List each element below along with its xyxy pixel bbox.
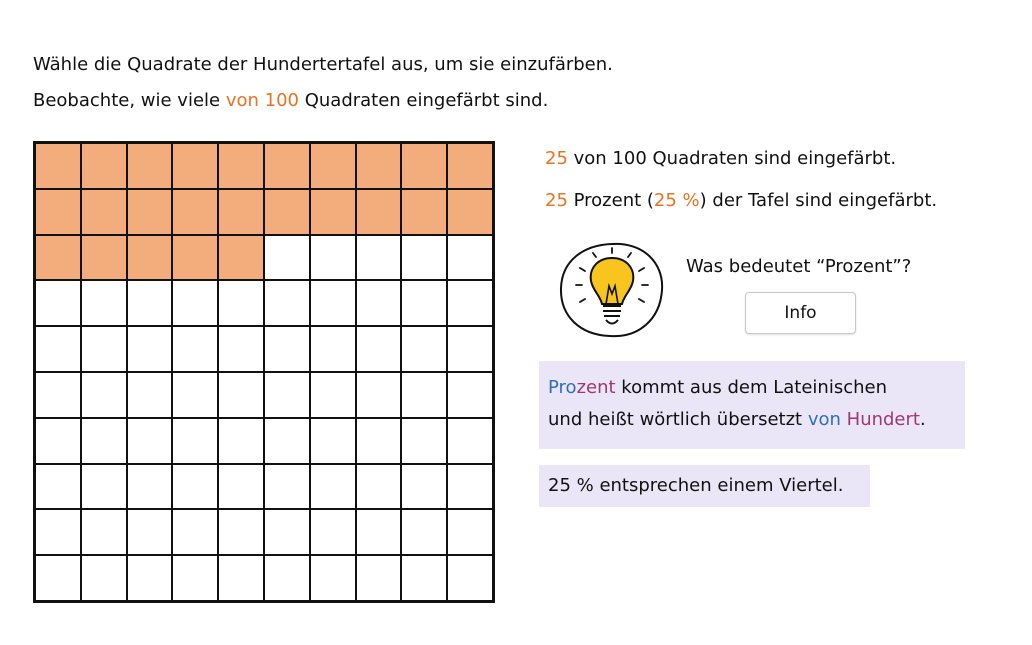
grid-cell[interactable]	[35, 509, 81, 555]
grid-cell[interactable]	[35, 372, 81, 418]
grid-cell[interactable]	[218, 189, 264, 235]
grid-cell[interactable]	[264, 372, 310, 418]
explanation-line-2	[548, 404, 956, 436]
grid-cell[interactable]	[35, 189, 81, 235]
grid-cell[interactable]	[35, 464, 81, 510]
info-button[interactable]: Info	[745, 292, 856, 334]
grid-cell[interactable]	[218, 143, 264, 189]
grid-cell[interactable]	[81, 235, 127, 281]
grid-cell[interactable]	[35, 555, 81, 601]
grid-cell[interactable]	[172, 143, 218, 189]
grid-cell[interactable]	[401, 235, 447, 281]
grid-cell[interactable]	[127, 372, 173, 418]
grid-cell[interactable]	[172, 418, 218, 464]
grid-cell[interactable]	[447, 189, 493, 235]
percent-text-b: ) der Tafel sind eingefärbt.	[699, 190, 938, 211]
grid-cell[interactable]	[447, 143, 493, 189]
grid-cell[interactable]	[127, 555, 173, 601]
grid-cell[interactable]	[264, 555, 310, 601]
instruction-text-end: Quadraten eingefärbt sind.	[298, 90, 549, 111]
grid-cell[interactable]	[172, 464, 218, 510]
quarter-text: 25 % entsprechen einem Viertel.	[548, 475, 844, 496]
instruction-line-2	[33, 90, 548, 111]
percent-text-a: Prozent (	[567, 190, 654, 211]
grid-cell[interactable]	[310, 189, 356, 235]
grid-cell[interactable]	[127, 280, 173, 326]
grid-cell[interactable]	[356, 235, 402, 281]
grid-cell[interactable]	[310, 235, 356, 281]
grid-cell[interactable]	[218, 464, 264, 510]
grid-cell[interactable]	[356, 509, 402, 555]
grid-cell[interactable]	[401, 189, 447, 235]
count-status	[545, 148, 896, 169]
grid-cell[interactable]	[127, 189, 173, 235]
grid-cell[interactable]	[81, 372, 127, 418]
grid-cell[interactable]	[81, 280, 127, 326]
grid-cell[interactable]	[447, 418, 493, 464]
explanation-text: kommt aus dem Lateinischen	[615, 377, 887, 398]
grid-cell[interactable]	[447, 464, 493, 510]
grid-cell[interactable]	[172, 326, 218, 372]
grid-cell[interactable]	[264, 418, 310, 464]
grid-cell[interactable]	[218, 280, 264, 326]
grid-cell[interactable]	[81, 418, 127, 464]
grid-cell[interactable]	[356, 464, 402, 510]
grid-cell[interactable]	[310, 372, 356, 418]
grid-cell[interactable]	[172, 189, 218, 235]
count-status-text: von 100 Quadraten sind eingefärbt.	[567, 148, 897, 169]
percent-count: 25	[545, 190, 568, 211]
grid-cell[interactable]	[35, 143, 81, 189]
grid-cell[interactable]	[127, 464, 173, 510]
grid-cell[interactable]	[172, 280, 218, 326]
percent-value: 25 %	[653, 190, 700, 211]
grid-cell[interactable]	[35, 280, 81, 326]
grid-cell[interactable]	[127, 235, 173, 281]
word-pro: Pro	[548, 377, 577, 398]
grid-cell[interactable]	[401, 280, 447, 326]
grid-cell[interactable]	[218, 235, 264, 281]
hundred-grid	[33, 141, 495, 603]
grid-cell[interactable]	[310, 280, 356, 326]
grid-cell[interactable]	[310, 418, 356, 464]
grid-cell[interactable]	[447, 280, 493, 326]
explanation-line-1	[548, 372, 956, 404]
grid-cell[interactable]	[401, 143, 447, 189]
grid-cell[interactable]	[81, 464, 127, 510]
grid-cell[interactable]	[81, 555, 127, 601]
grid-cell[interactable]	[264, 189, 310, 235]
grid-cell[interactable]	[447, 235, 493, 281]
grid-cell[interactable]	[356, 555, 402, 601]
grid-cell[interactable]	[356, 372, 402, 418]
grid-cell[interactable]	[264, 235, 310, 281]
grid-cell[interactable]	[401, 418, 447, 464]
grid-cell[interactable]	[264, 280, 310, 326]
grid-cell[interactable]	[81, 143, 127, 189]
grid-cell[interactable]	[264, 326, 310, 372]
grid-cell[interactable]	[356, 189, 402, 235]
grid-cell[interactable]	[310, 326, 356, 372]
grid-cell[interactable]	[356, 143, 402, 189]
grid-cell[interactable]	[356, 418, 402, 464]
grid-cell[interactable]	[35, 326, 81, 372]
word-von: von	[807, 409, 841, 430]
grid-cell[interactable]	[218, 372, 264, 418]
grid-cell[interactable]	[356, 326, 402, 372]
grid-cell[interactable]	[356, 280, 402, 326]
grid-cell[interactable]	[447, 326, 493, 372]
grid-cell[interactable]	[127, 418, 173, 464]
grid-cell[interactable]	[172, 372, 218, 418]
grid-cell[interactable]	[172, 235, 218, 281]
grid-cell[interactable]	[447, 509, 493, 555]
word-zent: zent	[576, 377, 616, 398]
grid-cell[interactable]	[447, 555, 493, 601]
grid-cell[interactable]	[401, 372, 447, 418]
grid-cell[interactable]	[127, 509, 173, 555]
grid-cell[interactable]	[35, 418, 81, 464]
grid-cell[interactable]	[127, 326, 173, 372]
grid-cell[interactable]	[401, 464, 447, 510]
lightbulb-icon	[556, 240, 668, 340]
grid-cell[interactable]	[172, 509, 218, 555]
grid-cell[interactable]	[81, 189, 127, 235]
grid-cell[interactable]	[310, 143, 356, 189]
grid-cell[interactable]	[81, 326, 127, 372]
grid-cell[interactable]	[310, 509, 356, 555]
instruction-line-1: Wähle die Quadrate der Hundertertafel aus, um sie einzufärben.	[33, 54, 613, 75]
instruction-highlight: von 100	[225, 90, 299, 111]
percent-status	[545, 190, 937, 211]
explanation-period: .	[919, 409, 926, 430]
explanation-box	[539, 361, 965, 449]
grid-cell[interactable]	[264, 509, 310, 555]
instruction-text: Beobachte, wie viele	[33, 90, 226, 111]
grid-cell[interactable]	[310, 555, 356, 601]
grid-cell[interactable]	[81, 509, 127, 555]
grid-cell[interactable]	[401, 509, 447, 555]
explanation-text-2: und heißt wörtlich übersetzt	[548, 409, 808, 430]
filled-count: 25	[545, 148, 568, 169]
grid-cell[interactable]	[35, 235, 81, 281]
grid-cell[interactable]	[310, 464, 356, 510]
grid-cell[interactable]	[218, 509, 264, 555]
word-hundert: Hundert	[846, 409, 920, 430]
grid-cell[interactable]	[401, 555, 447, 601]
grid-cell[interactable]	[127, 143, 173, 189]
grid-cell[interactable]	[218, 555, 264, 601]
grid-cell[interactable]	[218, 418, 264, 464]
grid-cell[interactable]	[264, 143, 310, 189]
grid-cell[interactable]	[447, 372, 493, 418]
grid-cell[interactable]	[264, 464, 310, 510]
grid-cell[interactable]	[401, 326, 447, 372]
quarter-box	[539, 465, 870, 507]
help-question: Was bedeutet “Prozent”?	[686, 256, 912, 277]
grid-cell[interactable]	[218, 326, 264, 372]
grid-cell[interactable]	[172, 555, 218, 601]
